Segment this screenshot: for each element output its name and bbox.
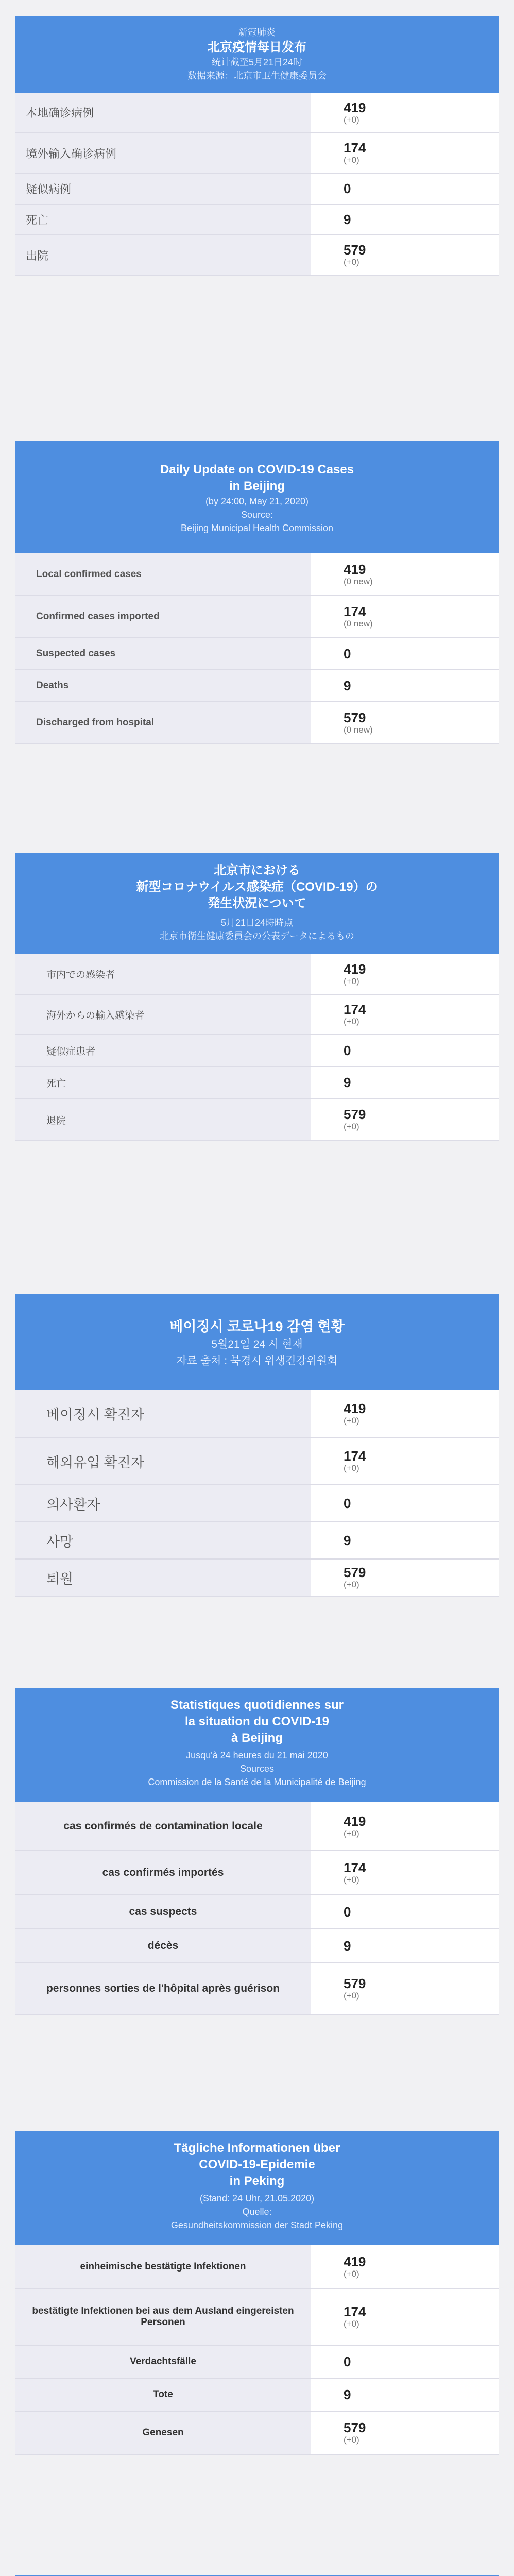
row-change: (+0) [344, 1122, 359, 1131]
row-value: 419 [344, 561, 366, 577]
header-line: Quelle: [242, 2207, 272, 2217]
row-label: 死亡 [15, 204, 311, 235]
header-line: (by 24:00, May 21, 2020) [205, 496, 309, 506]
stats-table [15, 93, 499, 276]
header-line: 5월21일 24 시 현재 [211, 1338, 303, 1350]
row-value: 0 [344, 2354, 351, 2369]
card-title: à Beijing [231, 1731, 283, 1745]
row-change: (+0) [344, 1415, 359, 1426]
table-row [15, 2345, 499, 2378]
row-value: 579 [344, 710, 366, 725]
header-line: 5月21日24時時点 [220, 918, 294, 928]
card-header [15, 2131, 499, 2245]
header-line: 新冠肺炎 [238, 27, 276, 38]
header-line: (Stand: 24 Uhr, 21.05.2020) [199, 2193, 315, 2204]
row-change: (+0) [344, 2319, 359, 2329]
table-row [15, 638, 499, 670]
row-label: 海外からの輸入感染者 [15, 994, 311, 1035]
row-label: 出院 [15, 235, 311, 275]
stats-table [15, 1802, 499, 2015]
stats-table [15, 2245, 499, 2455]
table-row [15, 133, 499, 173]
row-change: (+0) [344, 1828, 359, 1838]
row-value: 0 [344, 1496, 351, 1511]
table-row [15, 553, 499, 596]
table-row [15, 1035, 499, 1066]
table-row [15, 204, 499, 235]
row-value: 419 [344, 2253, 366, 2269]
report-card-de [15, 2131, 499, 2455]
row-value: 0 [344, 181, 351, 196]
stats-table [15, 1390, 499, 1597]
report-card-zh [15, 16, 499, 276]
header-line: Beijing Municipal Health Commission [180, 523, 334, 533]
row-label: 해외유입 확진자 [15, 1437, 311, 1485]
table-row [15, 1485, 499, 1522]
table-row [15, 2245, 499, 2289]
table-row [15, 1963, 499, 2014]
table-row [15, 1522, 499, 1559]
row-label: bestätigte Infektionen bei aus dem Ausland eingereisten Personen [15, 2289, 311, 2345]
table-row [15, 1559, 499, 1596]
row-value: 419 [344, 1400, 366, 1416]
row-label: 死亡 [15, 1066, 311, 1098]
table-row [15, 1802, 499, 1851]
row-label: personnes sorties de l'hôpital après guérison [15, 1963, 311, 2014]
table-row [15, 173, 499, 204]
header-line: 자료 출처 : 북경시 위생건강위원회 [176, 1355, 338, 1367]
table-row [15, 235, 499, 275]
row-value: 0 [344, 646, 351, 662]
row-label: cas suspects [15, 1895, 311, 1929]
row-label: cas confirmés de contamination locale [15, 1802, 311, 1851]
row-label: décès [15, 1929, 311, 1963]
row-value: 579 [344, 1565, 366, 1580]
row-value: 579 [344, 2420, 366, 2435]
table-row [15, 954, 499, 994]
row-change: (0 new) [344, 725, 373, 735]
row-label: Tote [15, 2378, 311, 2411]
card-header [15, 16, 499, 93]
row-value: 579 [344, 242, 366, 258]
stats-table [15, 954, 499, 1141]
card-title: 北京疫情每日发布 [208, 40, 306, 54]
row-change: (+0) [344, 1463, 359, 1473]
row-label: Verdachtsfälle [15, 2345, 311, 2378]
row-label: Local confirmed cases [15, 553, 311, 596]
stats-table [15, 553, 499, 744]
card-title: in Peking [229, 2174, 285, 2188]
header-line: 北京市衛生健康委員会の公表データによるもの [160, 931, 354, 941]
report-card-ko [15, 1294, 499, 1597]
table-row [15, 1066, 499, 1098]
table-row [15, 1929, 499, 1963]
row-label: 本地确诊病例 [15, 93, 311, 133]
row-value: 174 [344, 1002, 366, 1017]
card-title: in Beijing [229, 479, 285, 493]
row-value: 9 [344, 1533, 351, 1548]
row-label: Confirmed cases imported [15, 596, 311, 638]
row-value: 9 [344, 212, 351, 227]
header-line: Source: [241, 510, 273, 520]
card-header [15, 441, 499, 553]
table-row [15, 702, 499, 744]
header-line: Gesundheitskommission der Stadt Peking [170, 2220, 344, 2230]
row-label: Deaths [15, 670, 311, 702]
row-label: Discharged from hospital [15, 702, 311, 744]
table-row [15, 2378, 499, 2411]
header-line: Jusqu'à 24 heures du 21 mai 2020 [186, 1750, 328, 1760]
row-label: 베이징시 확진자 [15, 1390, 311, 1437]
row-label: 疑似病例 [15, 173, 311, 204]
card-title: Daily Update on COVID-19 Cases [160, 463, 354, 477]
row-change: (+0) [344, 1875, 359, 1885]
row-label: 사망 [15, 1522, 311, 1559]
table-row [15, 1098, 499, 1141]
row-value: 579 [344, 1976, 366, 1991]
row-label: 境外输入确诊病例 [15, 133, 311, 173]
row-change: (+0) [344, 1016, 359, 1026]
row-value: 0 [344, 1904, 351, 1920]
row-change: (+0) [344, 1991, 359, 2001]
report-card-fr [15, 1688, 499, 2015]
row-value: 0 [344, 1043, 351, 1058]
card-header [15, 853, 499, 954]
row-change: (+0) [344, 155, 359, 165]
table-row [15, 2411, 499, 2454]
table-row [15, 93, 499, 133]
row-label: 退院 [15, 1098, 311, 1141]
header-line: Sources [239, 1764, 275, 1774]
header-line: 统计截至5月21日24时 [211, 57, 303, 67]
row-value: 9 [344, 1938, 351, 1954]
row-label: 疑似症患者 [15, 1035, 311, 1066]
row-change: (+0) [344, 114, 359, 125]
header-line: 数据来源：北京市卫生健康委员会 [187, 71, 327, 81]
row-value: 579 [344, 1107, 366, 1122]
table-row [15, 670, 499, 702]
table-row [15, 2289, 499, 2345]
table-row [15, 1895, 499, 1929]
table-row [15, 1437, 499, 1485]
row-change: (+0) [344, 2268, 359, 2279]
card-title: 베이징시 코로나19 감염 현황 [169, 1319, 345, 1334]
row-label: 퇴원 [15, 1559, 311, 1596]
card-title: Statistiques quotidiennes sur [170, 1698, 344, 1712]
row-change: (0 new) [344, 619, 373, 629]
card-title: 発生状況について [208, 896, 306, 910]
row-value: 419 [344, 99, 366, 115]
row-value: 174 [344, 604, 366, 619]
row-value: 9 [344, 2387, 351, 2402]
row-change: (+0) [344, 1580, 359, 1589]
row-label: einheimische bestätigte Infektionen [15, 2245, 311, 2289]
card-title: 新型コロナウイルス感染症（COVID-19）の [136, 880, 378, 894]
table-row [15, 1390, 499, 1437]
report-card-ja [15, 853, 499, 1141]
card-header [15, 1688, 499, 1802]
row-value: 174 [344, 1860, 366, 1875]
row-label: 의사환자 [15, 1485, 311, 1522]
row-change: (0 new) [344, 576, 373, 586]
row-change: (+0) [344, 257, 359, 267]
row-change: (+0) [344, 976, 359, 986]
row-label: cas confirmés importés [15, 1851, 311, 1895]
row-value: 419 [344, 1813, 366, 1829]
row-value: 9 [344, 1075, 351, 1090]
row-value: 9 [344, 678, 351, 693]
row-value: 174 [344, 140, 366, 156]
card-title: COVID-19-Epidemie [199, 2158, 315, 2172]
row-label: Genesen [15, 2411, 311, 2454]
report-card-en [15, 441, 499, 744]
table-row [15, 994, 499, 1035]
row-label: 市内での感染者 [15, 954, 311, 994]
row-change: (+0) [344, 2435, 359, 2445]
row-label: Suspected cases [15, 638, 311, 670]
row-value: 174 [344, 1448, 366, 1464]
card-title: la situation du COVID-19 [184, 1715, 330, 1728]
row-value: 419 [344, 961, 366, 977]
table-row [15, 596, 499, 638]
card-header [15, 1294, 499, 1390]
row-value: 174 [344, 2304, 366, 2319]
card-title: Tägliche Informationen über [174, 2141, 340, 2155]
header-line: Commission de la Santé de la Municipalité de Beijing [148, 1777, 366, 1787]
table-row [15, 1851, 499, 1895]
card-title: 北京市における [214, 863, 300, 877]
